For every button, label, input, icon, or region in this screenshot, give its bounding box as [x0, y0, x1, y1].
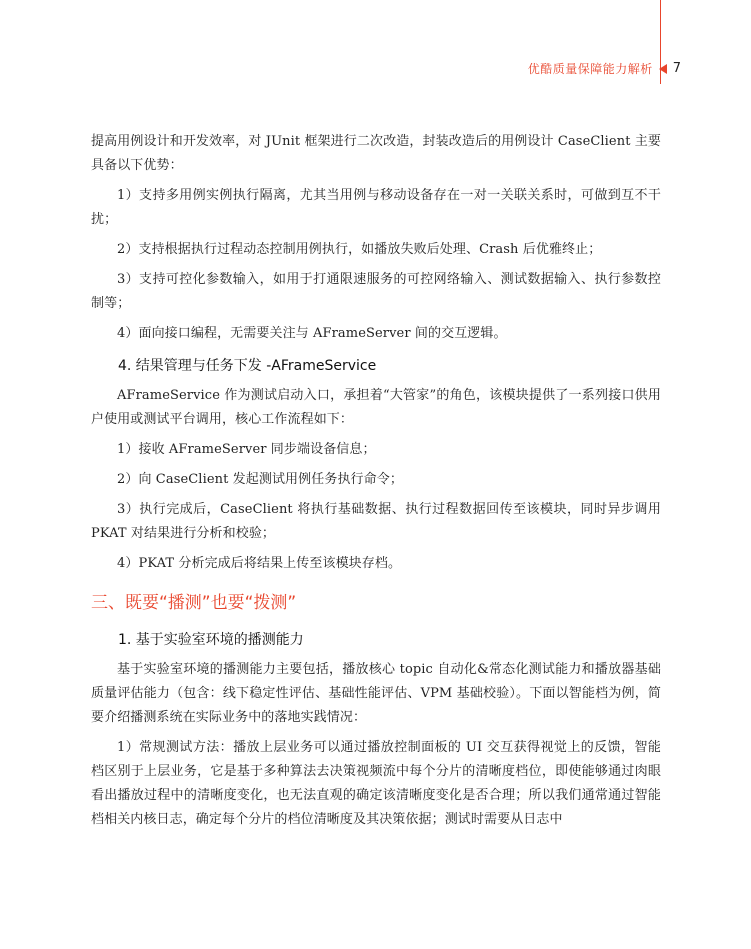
paragraph: 提高用例设计和开发效率，对 JUnit 框架进行二次改造，封装改造后的用例设计 CaseClient 主要具备以下优势：: [91, 134, 661, 173]
page-body: [91, 130, 661, 838]
paragraph: 1）常规测试方法：播放上层业务可以通过播放控制面板的 UI 交互获得视觉上的反馈，智能档区别于上层业务，它是基于多种算法去决策视频流中每个分片的清晰度档位，即使能够通过肉眼看出播放过程中的清晰度变化，也无法直观的确定该清晰度变化是否合理；所以我们通常通过智能档相关内核日志，确定每个分片的档位清晰度及其决策依据；测试时需要从日志中: [91, 740, 661, 827]
triangle-marker-icon: [659, 64, 667, 74]
list-item: 3）执行完成后，CaseClient 将执行基础数据、执行过程数据回传至该模块，同时异步调用 PKAT 对结果进行分析和校验；: [91, 502, 661, 541]
list-item: 1）接收 AFrameServer 同步端设备信息；: [117, 442, 376, 457]
list-item: 4）PKAT 分析完成后将结果上传至该模块存档。: [117, 556, 402, 571]
list-item: 2）支持根据执行过程动态控制用例执行，如播放失败后处理、Crash 后优雅终止；: [117, 242, 602, 257]
page-number: 7: [672, 61, 681, 76]
subsection-heading: 4. 结果管理与任务下发 -AFrameService: [118, 358, 377, 374]
paragraph: 基于实验室环境的播测能力主要包括，播放核心 topic 自动化&常态化测试能力和播放器基础质量评估能力（包含：线下稳定性评估、基础性能评估、VPM 基础校验）。下面以智能档为例，简要介绍播测系统在实际业务中的落地实践情况：: [91, 662, 661, 725]
list-item: 4）面向接口编程，无需要关注与 AFrameServer 间的交互逻辑。: [117, 326, 507, 341]
list-item: 2）向 CaseClient 发起测试用例任务执行命令；: [117, 472, 403, 487]
section-heading: 三、既要“播测”也要“拨测”: [91, 593, 297, 613]
paragraph: AFrameService 作为测试启动入口，承担着“大管家”的角色，该模块提供了一系列接口供用户使用或测试平台调用，核心工作流程如下：: [91, 388, 661, 427]
running-title: 优酷质量保障能力解析: [527, 62, 653, 76]
list-item: 3）支持可控化参数输入，如用于打通限速服务的可控网络输入、测试数据输入、执行参数控制等；: [91, 272, 661, 311]
subsection-heading: 1. 基于实验室环境的播测能力: [118, 632, 304, 648]
page-header: [528, 60, 681, 77]
list-item: 1）支持多用例实例执行隔离，尤其当用例与移动设备存在一对一关联关系时，可做到互不干扰；: [91, 188, 661, 227]
